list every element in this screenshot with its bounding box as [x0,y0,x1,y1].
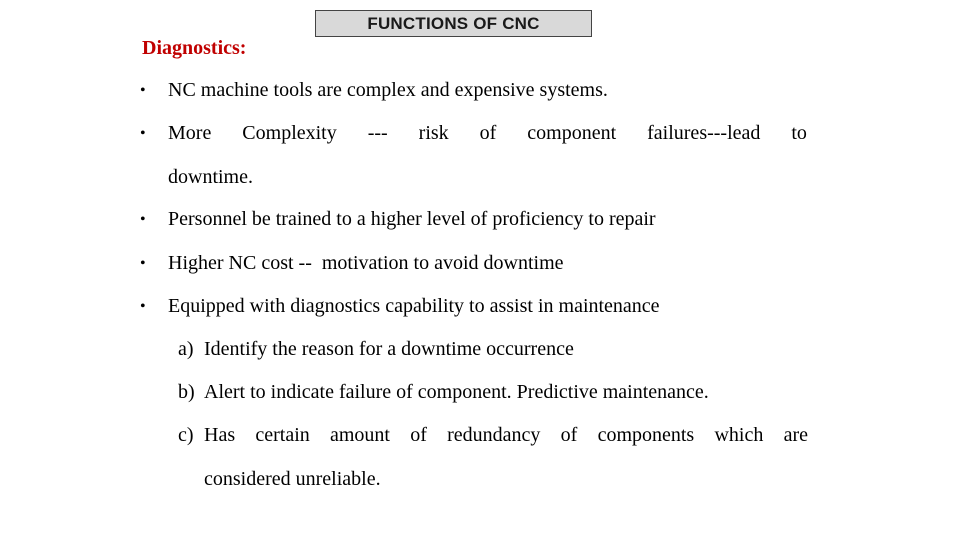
word: Has [204,424,236,446]
word: risk [418,122,449,144]
slide-title: FUNCTIONS OF CNC [367,13,540,33]
bullet-text-line-2: downtime. [168,166,253,188]
word: components [597,424,695,446]
bullet-dot: • [140,298,146,315]
word: --- [367,122,388,144]
bullet-dot: • [140,211,146,228]
bullet-dot: • [140,125,146,142]
bullet-text: NC machine tools are complex and expensive systems. [168,79,608,101]
sub-marker: b) [178,381,195,403]
word: of [560,424,578,446]
section-heading: Diagnostics: [142,37,247,59]
bullet-dot: • [140,82,146,99]
word: to [791,122,807,144]
word: component [527,122,617,144]
word: redundancy [447,424,541,446]
word: which [714,424,764,446]
bullet-text: Personnel be trained to a higher level of proficiency to repair [168,208,656,230]
word: of [410,424,427,446]
word: are [783,424,808,446]
sub-text-line-1 [204,414,808,457]
sub-marker: a) [178,338,194,360]
bullet-dot: • [140,255,146,272]
title-box [315,10,592,37]
bullet-text: Higher NC cost -- motivation to avoid downtime [168,252,564,274]
word: Complexity [242,122,337,144]
sub-marker: c) [178,424,194,446]
word: failures---lead [647,122,761,144]
word: amount [329,424,390,446]
sub-text: Identify the reason for a downtime occurrence [204,338,574,360]
word: of [479,122,497,144]
word: More [168,122,212,144]
sub-text-line-2: considered unreliable. [204,468,381,490]
bullet-text: Equipped with diagnostics capability to assist in maintenance [168,295,660,317]
sub-text: Alert to indicate failure of component. Predictive maintenance. [204,381,709,403]
bullet-text-line-1 [168,112,807,155]
word: certain [255,424,310,446]
